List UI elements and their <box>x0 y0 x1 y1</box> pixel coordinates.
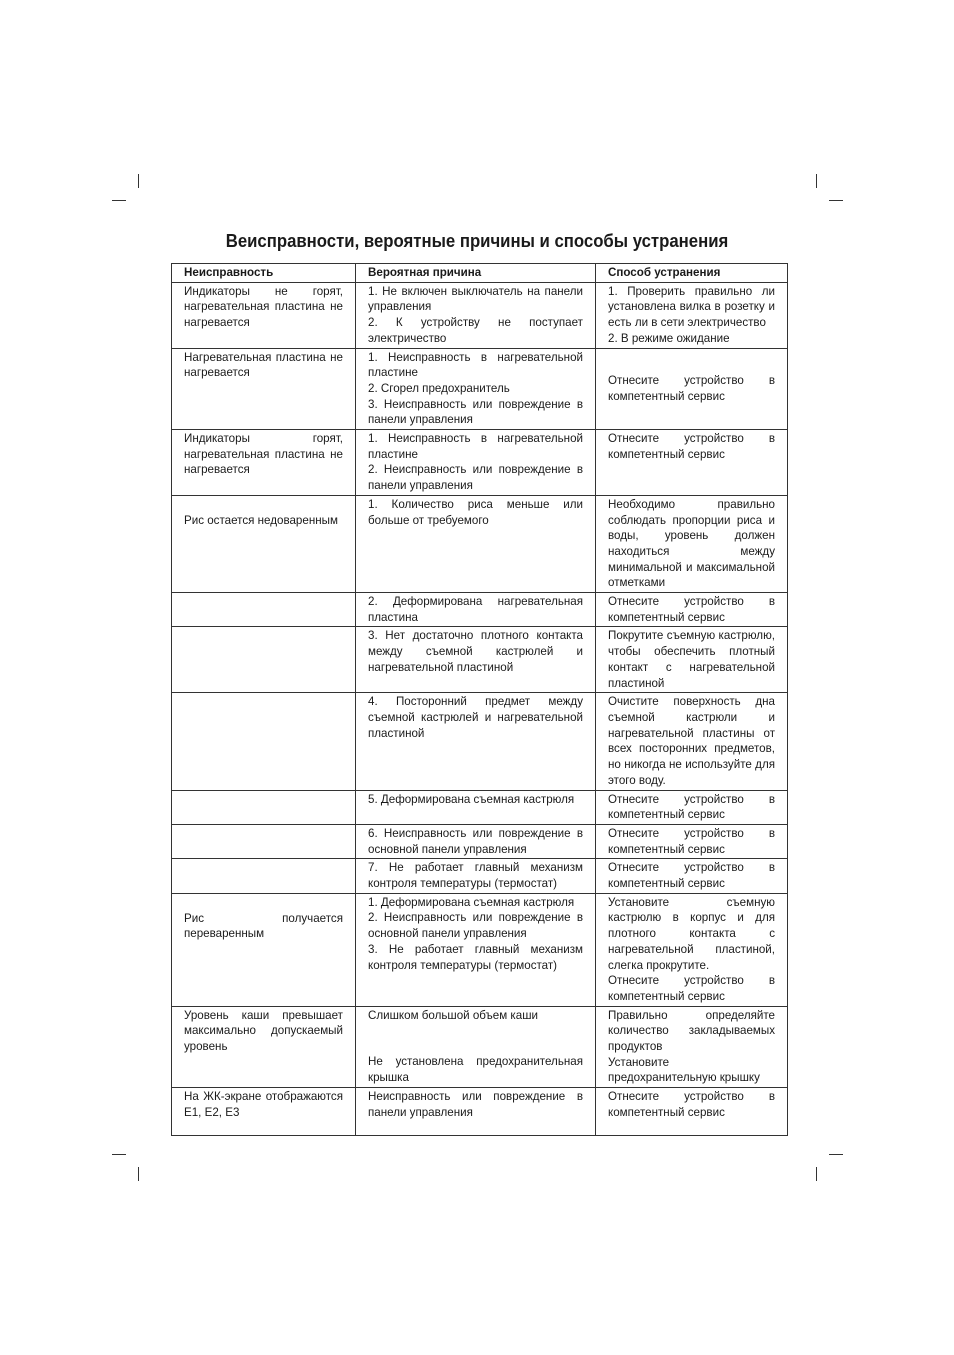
cause-line: 1. Неисправность в нагревательной пластине <box>368 350 583 380</box>
cause-cell <box>356 348 596 430</box>
cause-cell <box>356 430 596 496</box>
table-row <box>172 790 788 824</box>
page-title: Веисправности, вероятные причины и способы устранения <box>225 231 729 251</box>
cause-cell <box>356 282 596 348</box>
remedy-line: Отнесите устройство в компетентный сервис <box>608 432 775 461</box>
cause-cell <box>356 824 596 858</box>
cause-line: 1. Не включен выключатель на панели управления <box>368 284 583 314</box>
remedy-cell <box>596 430 788 496</box>
problem-cell <box>172 627 356 693</box>
cause-cell <box>356 859 596 893</box>
problem-cell <box>172 893 356 1006</box>
crop-mark-top-left-vertical <box>138 174 139 188</box>
problem-cell <box>172 790 356 824</box>
cause-line: 2. Неисправность или повреждение в панели управления <box>368 463 583 493</box>
remedy-line: Отнесите устройство в компетентный сервис <box>608 1090 775 1119</box>
cause-line: 2. Сгорел предохранитель <box>368 381 510 395</box>
table-row <box>172 824 788 858</box>
table-row <box>172 859 788 893</box>
crop-mark-top-right-horizontal <box>829 200 843 201</box>
cause-line: 2. Неисправность или повреждение в основной панели управления <box>368 911 583 941</box>
table-row <box>172 348 788 430</box>
table-row <box>172 893 788 1006</box>
cause-line: 3. Нет достаточно плотного контакта между съемной кастрюлей и нагревательной пластиной <box>368 629 583 674</box>
cause-line: 2. Деформирована нагревательная пластина <box>368 595 583 624</box>
remedy-line: Отнесите устройство в компетентный сервис <box>608 792 775 822</box>
problem-cell: Индикаторы горят, нагревательная пластина не нагревается <box>172 430 356 496</box>
problem-line: Рис остается недоваренным <box>184 513 338 527</box>
header-problem: Неисправность <box>172 264 356 283</box>
table-row <box>172 1006 788 1088</box>
cause-line: 7. Не работает главный механизм контроля температуры (термостат) <box>368 861 583 891</box>
remedy-cell <box>596 495 788 592</box>
crop-mark-bottom-left-horizontal <box>112 1154 126 1155</box>
remedy-line: 2. В режиме ожидание <box>608 331 730 345</box>
table-row <box>172 495 788 592</box>
crop-mark-bottom-right-horizontal <box>829 1154 843 1155</box>
cause-line: 1. Неисправность в нагревательной пластине <box>368 432 583 461</box>
cause-cell <box>356 693 596 790</box>
table-row <box>172 1088 788 1136</box>
cause-line: 1. Деформирована съемная кастрюля <box>368 895 575 909</box>
remedy-cell <box>596 593 788 627</box>
remedy-line: Отнесите устройство в компетентный сервис <box>608 826 775 856</box>
cause-spacer <box>368 1023 583 1054</box>
cause-cell <box>356 790 596 824</box>
remedy-line: Правильно определяйте количество закладываемых продуктов <box>608 1008 775 1054</box>
cause-line: 3. Не работает главный механизм контроля температуры (термостат) <box>368 942 583 972</box>
cause-line: Неисправность или повреждение в панели управления <box>368 1090 583 1119</box>
header-remedy: Способ устранения <box>596 264 788 283</box>
remedy-line: Очистите поверхность дна съемной кастрюли и нагревательной пластины от всех посторонних предметов, но никогда не используйте для этого воду. <box>608 695 775 787</box>
crop-mark-bottom-left-vertical <box>138 1167 139 1181</box>
problem-cell <box>172 824 356 858</box>
table-row <box>172 430 788 496</box>
remedy-line: 1. Проверить правильно ли установлена вилка в розетку и есть ли в сети электричество <box>608 284 775 330</box>
remedy-line: Покрутите съемную кастрюлю, чтобы обеспечить плотный контакт с нагревательной пластиной <box>608 629 775 690</box>
header-cause: Вероятная причина <box>356 264 596 283</box>
table-row <box>172 282 788 348</box>
cause-cell <box>356 1006 596 1088</box>
remedy-cell <box>596 693 788 790</box>
problem-cell: Уровень каши превышает максимально допускаемый уровень <box>172 1006 356 1088</box>
table-row <box>172 593 788 627</box>
problem-cell <box>172 495 356 592</box>
cause-line: Слишком большой объем каши <box>368 1008 538 1022</box>
cause-cell <box>356 1088 596 1136</box>
remedy-cell <box>596 627 788 693</box>
crop-mark-bottom-right-vertical <box>816 1167 817 1181</box>
cause-cell <box>356 627 596 693</box>
problem-line: Рис получается переваренным <box>184 911 343 941</box>
remedy-cell <box>596 859 788 893</box>
troubleshooting-table <box>171 263 788 1136</box>
cause-cell <box>356 893 596 1006</box>
remedy-line: Отнесите устройство в компетентный сервис <box>608 861 775 891</box>
table-row <box>172 693 788 790</box>
remedy-line: Отнесите устройство в компетентный сервис <box>608 374 775 403</box>
cause-line: Не установлена предохранительная крышка <box>368 1055 583 1085</box>
cause-line: 4. Посторонний предмет между съемной кастрюлей и нагревательной пластиной <box>368 695 583 740</box>
problem-cell: Нагревательная пластина не нагревается <box>172 348 356 430</box>
cause-cell <box>356 495 596 592</box>
problem-cell <box>172 693 356 790</box>
problem-cell: Индикаторы не горят, нагревательная пластина не нагревается <box>172 282 356 348</box>
table-row <box>172 627 788 693</box>
remedy-line: Установите предохранительную крышку <box>608 1055 760 1085</box>
remedy-line: Необходимо правильно соблюдать пропорции риса и воды, уровень должен находиться между минимальной и максимальной отметками <box>608 497 775 590</box>
remedy-line: Установите съемную кастрюлю в корпус и для плотного контакта с нагревательной пластиной, слегка прокрутите. <box>608 895 775 972</box>
problem-cell <box>172 593 356 627</box>
cause-line: 2. К устройству не поступает электричество <box>368 316 583 345</box>
cause-line: 3. Неисправность или повреждение в панели управления <box>368 397 583 427</box>
remedy-line: Отнесите устройство в компетентный сервис <box>608 595 775 624</box>
table-header-row <box>172 264 788 283</box>
remedy-cell <box>596 348 788 430</box>
cause-line: 1. Количество риса меньше или больше от требуемого <box>368 497 583 527</box>
crop-mark-top-right-vertical <box>816 174 817 188</box>
remedy-cell <box>596 824 788 858</box>
problem-cell: На ЖК-экране отображаются E1, E2, E3 <box>172 1088 356 1136</box>
remedy-cell <box>596 1088 788 1136</box>
remedy-cell <box>596 282 788 348</box>
remedy-line: Отнесите устройство в компетентный сервис <box>608 974 775 1003</box>
problem-cell <box>172 859 356 893</box>
crop-mark-top-left-horizontal <box>112 200 126 201</box>
remedy-cell <box>596 893 788 1006</box>
cause-cell <box>356 593 596 627</box>
cause-line: 6. Неисправность или повреждение в основной панели управления <box>368 826 583 856</box>
remedy-cell <box>596 1006 788 1088</box>
remedy-cell <box>596 790 788 824</box>
cause-line: 5. Деформирована съемная кастрюля <box>368 792 575 806</box>
